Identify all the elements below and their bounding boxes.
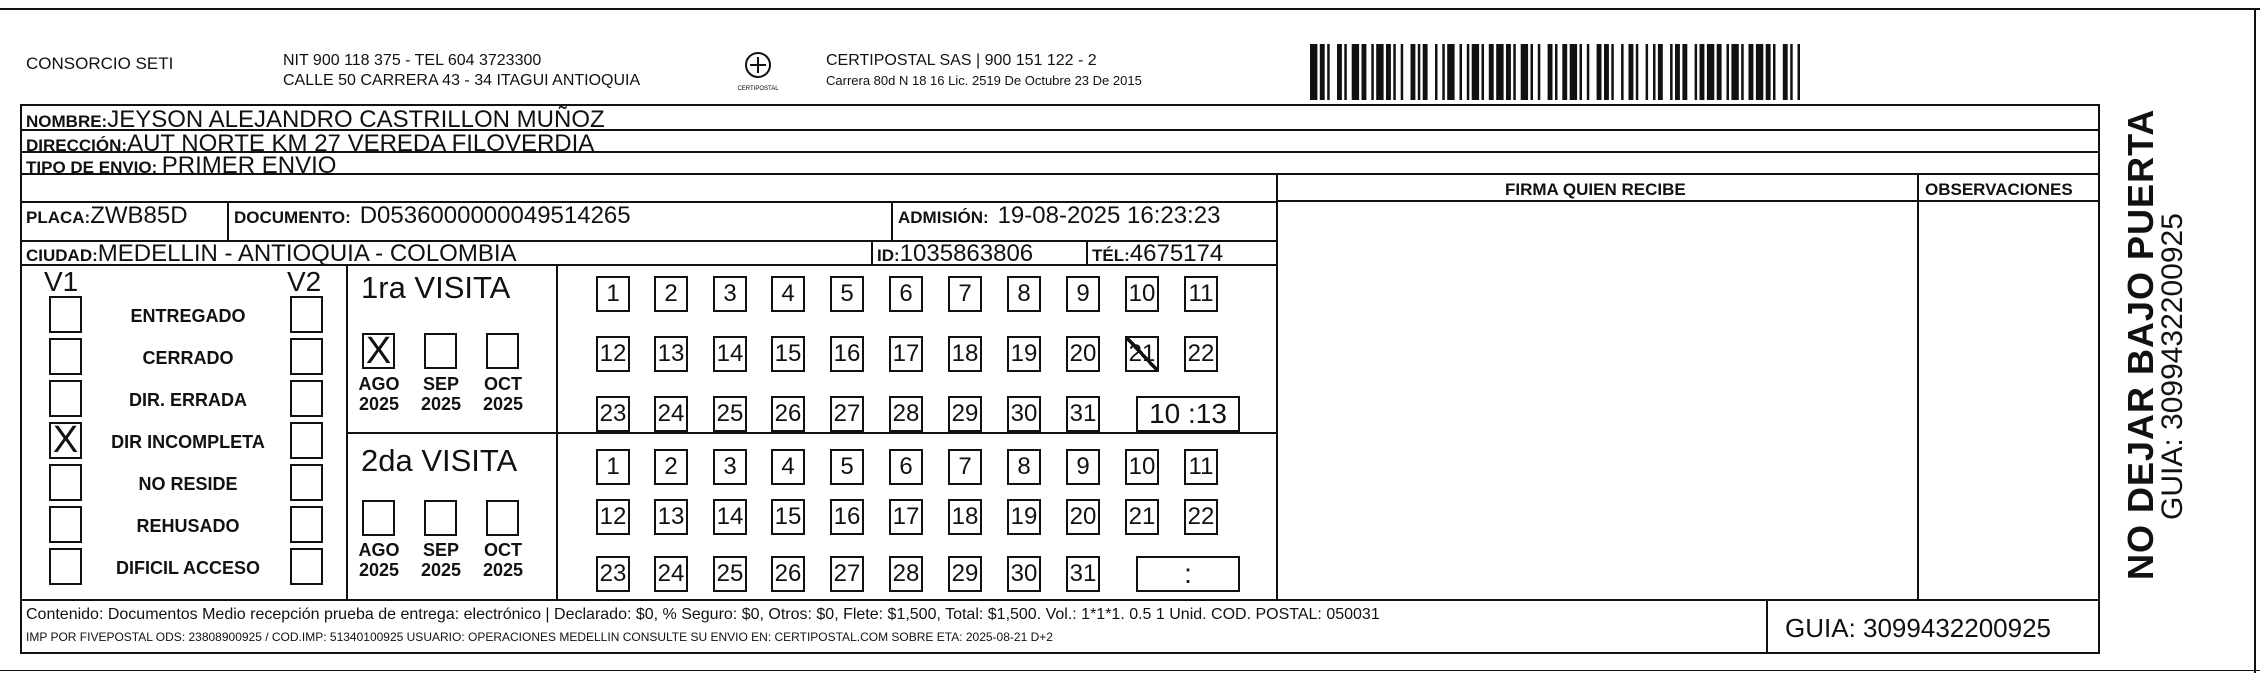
barcode-bar bbox=[1731, 44, 1738, 100]
visit1-month-checkbox[interactable] bbox=[486, 333, 519, 369]
visit1-day-box[interactable]: 4 bbox=[771, 276, 805, 312]
barcode-bar bbox=[1472, 44, 1479, 100]
visit1-time-box[interactable]: 10 :13 bbox=[1136, 396, 1240, 432]
v1-checkbox[interactable]: X bbox=[49, 422, 82, 459]
guia-footer: GUIA: 3099432200925 bbox=[1785, 613, 2051, 643]
barcode-bar bbox=[1636, 44, 1639, 100]
barcode-bar bbox=[1749, 44, 1754, 100]
barcode-bar bbox=[1423, 44, 1428, 100]
right-border bbox=[2254, 8, 2256, 673]
reason-label: DIFICIL ACCESO bbox=[115, 558, 260, 578]
visit1-day-box[interactable]: 13 bbox=[654, 336, 688, 372]
visit1-day-box[interactable]: 25 bbox=[713, 396, 747, 432]
barcode-bar bbox=[1442, 44, 1445, 100]
barcode-bar bbox=[1447, 44, 1454, 100]
visit2-day-box[interactable]: 30 bbox=[1007, 556, 1041, 592]
side-guia: GUIA: 3099432200925 bbox=[2156, 213, 2189, 520]
v2-checkbox[interactable] bbox=[290, 296, 323, 333]
direccion-value: AUT NORTE KM 27 VEREDA FILOVERDIA bbox=[127, 130, 595, 157]
barcode-bar bbox=[1386, 44, 1391, 100]
visit2-day-box[interactable]: 26 bbox=[771, 556, 805, 592]
barcode-bar bbox=[1401, 44, 1404, 100]
barcode-bar bbox=[1756, 44, 1763, 100]
barcode-bar bbox=[1531, 44, 1534, 100]
contenido-line: Contenido: Documentos Medio recepción prueba de entrega: electrónico | Declarado: $0, % Seguro: $0, Otros: $0, Flete: $1,500, Total: $1,500. Vol.: 1*1*1. 0.5 1 Unid. COD. POSTAL: 050031 bbox=[26, 606, 1380, 623]
v2-checkbox[interactable] bbox=[290, 506, 323, 543]
visit1-day-box[interactable]: 24 bbox=[654, 396, 688, 432]
v2-checkbox[interactable] bbox=[290, 548, 323, 585]
barcode-bar bbox=[1670, 44, 1673, 100]
barcode-bar bbox=[1376, 44, 1383, 100]
visit2-day-box[interactable]: 4 bbox=[771, 449, 805, 485]
visit2-day-box[interactable]: 7 bbox=[948, 449, 982, 485]
barcode-bar bbox=[1773, 44, 1776, 100]
nombre-row: NOMBRE:JEYSON ALEJANDRO CASTRILLON MUÑOZ bbox=[26, 106, 605, 133]
visit2-day-box[interactable]: 2 bbox=[654, 449, 688, 485]
visit2-month-checkbox[interactable] bbox=[362, 500, 395, 536]
reason-label: DIR INCOMPLETA bbox=[111, 432, 265, 452]
barcode-bar bbox=[1587, 44, 1590, 100]
visit2-day-box[interactable]: 24 bbox=[654, 556, 688, 592]
visit2-day-box[interactable]: 14 bbox=[713, 499, 747, 535]
barcode-bar bbox=[1646, 44, 1649, 100]
reason-label: ENTREGADO bbox=[130, 306, 246, 326]
visit2-day-box[interactable]: 12 bbox=[596, 499, 630, 535]
barcode-bar bbox=[1467, 44, 1470, 100]
barcode-bar bbox=[1327, 44, 1330, 100]
barcode-bar bbox=[1580, 44, 1583, 100]
visit1-day-box[interactable]: 18 bbox=[948, 336, 982, 372]
visit2-day-box[interactable]: 25 bbox=[713, 556, 747, 592]
barcode-bar bbox=[1658, 44, 1663, 100]
v1-checkbox[interactable] bbox=[49, 506, 82, 543]
barcode-bar bbox=[1548, 44, 1553, 100]
barcode-bar bbox=[1496, 44, 1503, 100]
nit-line: NIT 900 118 375 - TEL 604 3723300 bbox=[283, 52, 542, 69]
barcode-bar bbox=[1362, 44, 1367, 100]
v2-checkbox[interactable] bbox=[290, 464, 323, 501]
visit2-day-box[interactable]: 1 bbox=[596, 449, 630, 485]
barcode-bar bbox=[1682, 44, 1687, 100]
visit2-day-box[interactable]: 21 bbox=[1125, 499, 1159, 535]
visit2-day-box[interactable]: 23 bbox=[596, 556, 630, 592]
v1-checkbox[interactable] bbox=[49, 548, 82, 585]
visit1-day-box[interactable]: 17 bbox=[889, 336, 923, 372]
reason-label: DIR. ERRADA bbox=[128, 390, 247, 410]
visit2-title: 2da VISITA bbox=[361, 443, 518, 478]
barcode-bar bbox=[1555, 44, 1558, 100]
v1-checkbox[interactable] bbox=[49, 338, 82, 375]
visit1-day-box[interactable]: 9 bbox=[1066, 276, 1100, 312]
visit1-day-box[interactable]: 31 bbox=[1066, 396, 1100, 432]
visit2-day-box[interactable]: 27 bbox=[830, 556, 864, 592]
barcode-bar bbox=[1611, 44, 1614, 100]
visit1-day-box[interactable]: 22 bbox=[1184, 336, 1218, 372]
visit1-day-box[interactable]: 28 bbox=[889, 396, 923, 432]
visit2-month-label: OCT 2025 bbox=[482, 540, 524, 580]
tipo-value: PRIMER ENVIO bbox=[161, 152, 337, 179]
barcode-bar bbox=[1741, 44, 1744, 100]
visit1-month-checkbox[interactable] bbox=[424, 333, 457, 369]
barcode-bar bbox=[1675, 44, 1680, 100]
tel-value: 4675174 bbox=[1129, 240, 1224, 267]
visit1-day-box[interactable]: 10 bbox=[1125, 276, 1159, 312]
visit1-day-box[interactable]: 6 bbox=[889, 276, 923, 312]
visit2-time-box[interactable]: : bbox=[1136, 556, 1240, 592]
documento-cell: DOCUMENTO: D0536000000049514265 bbox=[234, 202, 631, 229]
visit2-day-box[interactable]: 6 bbox=[889, 449, 923, 485]
visit1-day-box[interactable]: 30 bbox=[1007, 396, 1041, 432]
visit1-day-box[interactable]: 5 bbox=[830, 276, 864, 312]
visit2-day-box[interactable]: 8 bbox=[1007, 449, 1041, 485]
visit2-day-box[interactable]: 16 bbox=[830, 499, 864, 535]
logo-caption: CERTIPOSTAL bbox=[737, 86, 779, 92]
barcode-bar bbox=[1570, 44, 1577, 100]
barcode-bar bbox=[1352, 44, 1359, 100]
visit2-day-box[interactable]: 18 bbox=[948, 499, 982, 535]
visit1-day-box[interactable]: 27 bbox=[830, 396, 864, 432]
visit1-day-box[interactable]: 20 bbox=[1066, 336, 1100, 372]
barcode-bar bbox=[1371, 44, 1374, 100]
placa-value: ZWB85D bbox=[90, 202, 188, 229]
imp-line: IMP POR FIVEPOSTAL ODS: 23808900925 / COD.IMP: 51340100925 USUARIO: OPERACIONES MEDELLIN CONSULTE SU ENVIO EN: CERTIPOSTAL.COM SOBRE ETA: 2025-08-21 D+2 bbox=[26, 630, 1053, 644]
barcode-bar bbox=[1790, 44, 1793, 100]
company-name: CONSORCIO SETI bbox=[26, 54, 174, 73]
barcode-bar bbox=[1707, 44, 1714, 100]
id-cell: ID:1035863806 bbox=[877, 240, 1034, 267]
reason-label: REHUSADO bbox=[136, 516, 240, 536]
visit2-month-checkbox[interactable] bbox=[424, 500, 457, 536]
tel-cell: TÉL:4675174 bbox=[1092, 240, 1224, 267]
visit1-day-box[interactable]: 21 bbox=[1125, 336, 1159, 372]
visit2-day-box[interactable]: 17 bbox=[889, 499, 923, 535]
documento-value: D0536000000049514265 bbox=[359, 202, 631, 229]
visit2-month-label: SEP 2025 bbox=[420, 540, 462, 580]
visit1-day-box[interactable]: 26 bbox=[771, 396, 805, 432]
visit2-day-box[interactable]: 3 bbox=[713, 449, 747, 485]
barcode-bar bbox=[1337, 44, 1342, 100]
barcode-bar bbox=[1310, 44, 1317, 100]
visit1-day-box[interactable]: 7 bbox=[948, 276, 982, 312]
visit2-day-box[interactable]: 29 bbox=[948, 556, 982, 592]
firma-header: FIRMA QUIEN RECIBE bbox=[1505, 180, 1686, 199]
visit2-day-box[interactable]: 10 bbox=[1125, 449, 1159, 485]
barcode-bar bbox=[1798, 44, 1801, 100]
reason-label: CERRADO bbox=[142, 348, 234, 368]
barcode-bar bbox=[1393, 44, 1396, 100]
tipo-row: TIPO DE ENVIO: PRIMER ENVIO bbox=[26, 152, 337, 179]
visit1-day-box[interactable]: 23 bbox=[596, 396, 630, 432]
barcode-bar bbox=[1411, 44, 1416, 100]
id-value: 1035863806 bbox=[899, 240, 1034, 267]
visit2-month-checkbox[interactable] bbox=[486, 500, 519, 536]
visit1-day-box[interactable]: 19 bbox=[1007, 336, 1041, 372]
visit1-month-checkbox[interactable]: X bbox=[362, 333, 395, 369]
barcode-bar bbox=[1700, 44, 1705, 100]
v1-header: V1 bbox=[44, 266, 79, 297]
direccion-row: DIRECCIÓN:AUT NORTE KM 27 VEREDA FILOVERDIA bbox=[26, 130, 595, 157]
observaciones-header: OBSERVACIONES bbox=[1925, 180, 2073, 199]
admision-value: 19-08-2025 16:23:23 bbox=[997, 202, 1221, 229]
visit2-day-box[interactable]: 5 bbox=[830, 449, 864, 485]
label-frame bbox=[20, 104, 2100, 654]
visit2-day-box[interactable]: 22 bbox=[1184, 499, 1218, 535]
v1-checkbox[interactable] bbox=[49, 464, 82, 501]
v2-header: V2 bbox=[287, 266, 322, 297]
visit1-month-label: SEP 2025 bbox=[420, 374, 462, 414]
barcode-bar bbox=[1482, 44, 1485, 100]
barcode-bar bbox=[1418, 44, 1421, 100]
visit1-day-box[interactable]: 1 bbox=[596, 276, 630, 312]
barcode-bar bbox=[1727, 44, 1730, 100]
visit1-title: 1ra VISITA bbox=[361, 270, 511, 305]
visit2-day-box[interactable]: 15 bbox=[771, 499, 805, 535]
barcode-bar bbox=[1513, 44, 1516, 100]
barcode-bar bbox=[1489, 44, 1494, 100]
v1-checkbox[interactable] bbox=[49, 380, 82, 417]
barcode-bar bbox=[1521, 44, 1528, 100]
visit1-day-box[interactable]: 29 bbox=[948, 396, 982, 432]
visit1-day-box[interactable]: 2 bbox=[654, 276, 688, 312]
visit2-month-label: AGO 2025 bbox=[358, 540, 400, 580]
barcode-bar bbox=[1653, 44, 1656, 100]
visit1-day-box[interactable]: 15 bbox=[771, 336, 805, 372]
barcode-bar bbox=[1597, 44, 1602, 100]
barcode-bar bbox=[1766, 44, 1771, 100]
visit2-day-box[interactable]: 31 bbox=[1066, 556, 1100, 592]
ciudad-value: MEDELLIN - ANTIOQUIA - COLOMBIA bbox=[97, 240, 517, 267]
certipostal-logo bbox=[728, 48, 788, 94]
visit2-day-box[interactable]: 20 bbox=[1066, 499, 1100, 535]
barcode-bar bbox=[1695, 44, 1698, 100]
visit2-day-box[interactable]: 19 bbox=[1007, 499, 1041, 535]
barcode-bar bbox=[1538, 44, 1541, 100]
v2-checkbox[interactable] bbox=[290, 338, 323, 375]
top-border bbox=[0, 8, 2260, 10]
visit1-day-box[interactable]: 12 bbox=[596, 336, 630, 372]
barcode-bar bbox=[1629, 44, 1634, 100]
ciudad-cell: CIUDAD:MEDELLIN - ANTIOQUIA - COLOMBIA bbox=[26, 240, 517, 267]
barcode-bar bbox=[1604, 44, 1609, 100]
barcode-bar bbox=[1460, 44, 1463, 100]
barcode-bar bbox=[1435, 44, 1438, 100]
v2-checkbox[interactable] bbox=[290, 380, 323, 417]
barcode-bar bbox=[1783, 44, 1788, 100]
v2-checkbox[interactable] bbox=[290, 422, 323, 459]
barcode-bar bbox=[1621, 44, 1624, 100]
visit1-day-box[interactable]: 3 bbox=[713, 276, 747, 312]
visit1-day-box[interactable]: 11 bbox=[1184, 276, 1218, 312]
barcode-bar bbox=[1320, 44, 1325, 100]
visit2-day-box[interactable]: 9 bbox=[1066, 449, 1100, 485]
nombre-value: JEYSON ALEJANDRO CASTRILLON MUÑOZ bbox=[107, 106, 605, 133]
certipostal-line: CERTIPOSTAL SAS | 900 151 122 - 2 bbox=[826, 52, 1097, 69]
placa-cell: PLACA:ZWB85D bbox=[26, 202, 188, 229]
barcode-bar bbox=[1562, 44, 1567, 100]
visit2-day-box[interactable]: 28 bbox=[889, 556, 923, 592]
side-warning: NO DEJAR BAJO PUERTA bbox=[2120, 108, 2161, 580]
barcode-bar bbox=[1717, 44, 1722, 100]
visit1-day-box[interactable]: 16 bbox=[830, 336, 864, 372]
barcode-bar bbox=[1506, 44, 1511, 100]
visit1-day-box[interactable]: 8 bbox=[1007, 276, 1041, 312]
visit2-day-box[interactable]: 13 bbox=[654, 499, 688, 535]
reason-label: NO RESIDE bbox=[138, 474, 238, 494]
admision-cell: ADMISIÓN: 19-08-2025 16:23:23 bbox=[898, 202, 1221, 229]
visit1-month-label: OCT 2025 bbox=[482, 374, 524, 414]
license-line: Carrera 80d N 18 16 Lic. 2519 De Octubre 23 De 2015 bbox=[826, 73, 1142, 88]
visit1-month-label: AGO 2025 bbox=[358, 374, 400, 414]
v1-checkbox[interactable] bbox=[49, 296, 82, 333]
visit1-day-box[interactable]: 14 bbox=[713, 336, 747, 372]
barcode-bar bbox=[1344, 44, 1347, 100]
visit2-day-box[interactable]: 11 bbox=[1184, 449, 1218, 485]
barcode bbox=[1310, 44, 1970, 100]
address-line: CALLE 50 CARRERA 43 - 34 ITAGUI ANTIOQUIA bbox=[283, 72, 641, 89]
